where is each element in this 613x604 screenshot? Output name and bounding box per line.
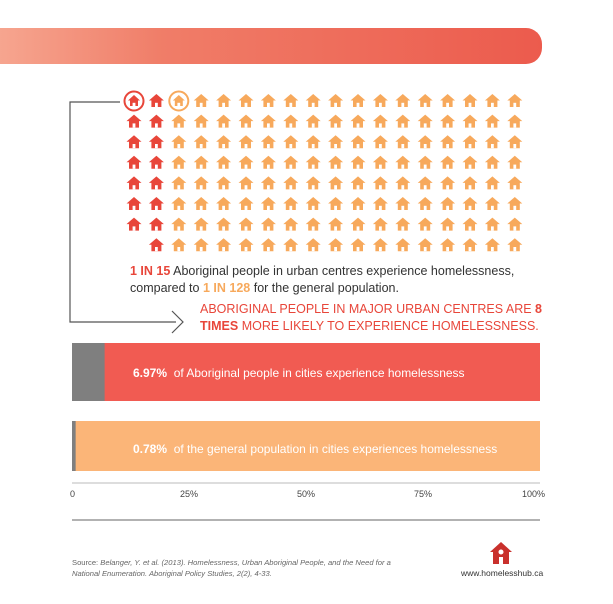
stat-line-2-text: for the general population. [253, 281, 399, 295]
x-tick-label: 0 [70, 489, 76, 499]
source-label: Source: [72, 558, 99, 567]
website-link[interactable]: www.homelesshub.ca [461, 568, 544, 578]
bar-1-value [72, 343, 105, 401]
source-citation [72, 557, 402, 579]
stat-1-in-128: 1 IN 128 [202, 281, 251, 295]
stat-line-1-text: Aboriginal people in urban centres experience homelessness, [173, 264, 515, 278]
bar-2-text: of the general population in cities experiences homelessness [173, 442, 498, 456]
headline-emphasis: 8 TIMES [200, 302, 542, 333]
homeless-hub-logo [488, 540, 514, 566]
source-text: Belanger, Y. et al. (2013). Homelessness, Urban Aboriginal People, and the Need for a National Enumeration. Aboriginal Policy Studies, 2(2), 4-33. [72, 558, 391, 578]
stat-line-2-prefix: compared to [130, 281, 200, 295]
stat-1-in-15: 1 IN 15 [130, 264, 171, 278]
x-tick-label: 100% [522, 489, 546, 499]
x-tick-label: 75% [414, 489, 433, 499]
bar-2-label [133, 442, 497, 456]
bar-1-text: of Aboriginal people in cities experience homelessness [173, 366, 465, 380]
x-tick-label: 25% [180, 489, 199, 499]
bar-2-value [72, 421, 76, 471]
headline-part-2: MORE LIKELY TO EXPERIENCE HOMELESSNESS. [241, 319, 539, 333]
bar-1-pct: 6.97% [133, 366, 168, 380]
x-tick-label: 50% [297, 489, 316, 499]
bar-1-label [133, 366, 465, 380]
headline-part-1: ABORIGINAL PEOPLE IN MAJOR URBAN CENTRES ARE [200, 302, 532, 316]
bar-2-pct: 0.78% [133, 442, 168, 456]
chart-title: URBAN ABORIGINAL HOMELESSNESS IN CANADA [156, 13, 386, 23]
